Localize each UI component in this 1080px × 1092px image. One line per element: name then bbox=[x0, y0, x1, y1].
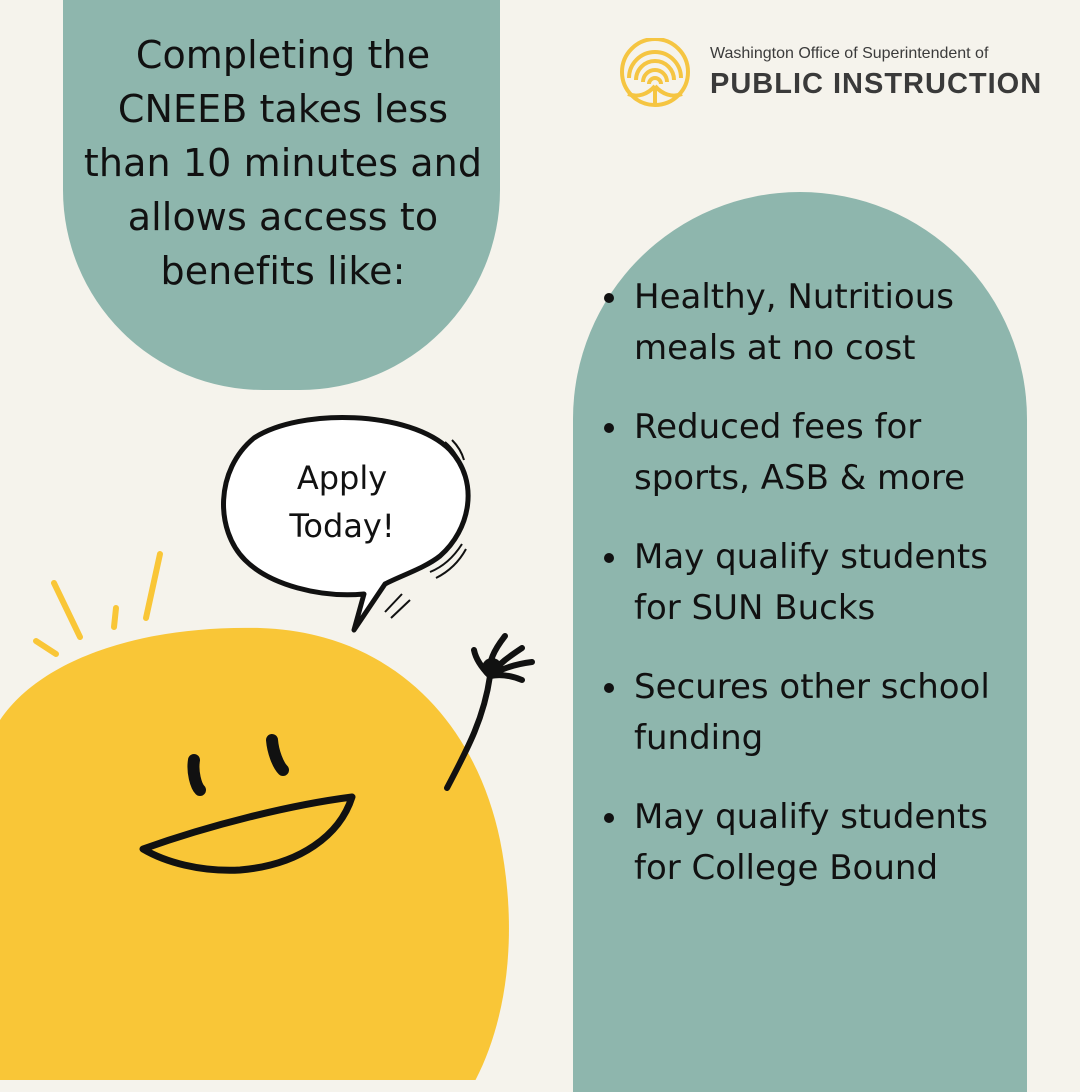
benefit-text: Reduced fees for sports, ASB & more bbox=[634, 407, 966, 498]
benefit-item-sun-bucks bbox=[604, 532, 1024, 634]
logo-subtitle: Washington Office of Superintendent of bbox=[710, 45, 989, 62]
speech-bubble-accent bbox=[385, 594, 410, 618]
excitement-line bbox=[146, 554, 160, 618]
benefit-text: Secures other school funding bbox=[634, 667, 990, 758]
bullet-dot bbox=[604, 683, 614, 693]
bullet-dot bbox=[604, 293, 614, 303]
bullet-dot bbox=[604, 423, 614, 433]
left-eye bbox=[193, 760, 200, 790]
sunrise-emblem-icon bbox=[620, 38, 692, 110]
excitement-line bbox=[54, 583, 80, 637]
benefit-text: May qualify students for SUN Bucks bbox=[634, 537, 988, 628]
benefit-item-meals bbox=[604, 272, 1024, 374]
ospi-logo bbox=[620, 38, 1060, 110]
excitement-line bbox=[114, 608, 116, 627]
benefits-list bbox=[604, 272, 1024, 922]
benefit-item-fees bbox=[604, 402, 1024, 504]
benefit-text: Healthy, Nutritious meals at no cost bbox=[634, 277, 954, 368]
waving-hand bbox=[474, 636, 532, 680]
hand-palm bbox=[482, 658, 502, 678]
logo-title: PUBLIC INSTRUCTION bbox=[710, 68, 1043, 100]
benefit-text: May qualify students for College Bound bbox=[634, 797, 988, 888]
bullet-dot bbox=[604, 553, 614, 563]
speech-bubble-text: Apply Today! bbox=[289, 459, 395, 545]
page-title: Completing the CNEEB takes less than 10 minutes and allows access to benefits like: bbox=[83, 33, 483, 293]
excitement-line bbox=[36, 641, 56, 654]
benefit-item-funding bbox=[604, 662, 1024, 764]
benefit-item-college-bound bbox=[604, 792, 1024, 894]
bullet-dot bbox=[604, 813, 614, 823]
